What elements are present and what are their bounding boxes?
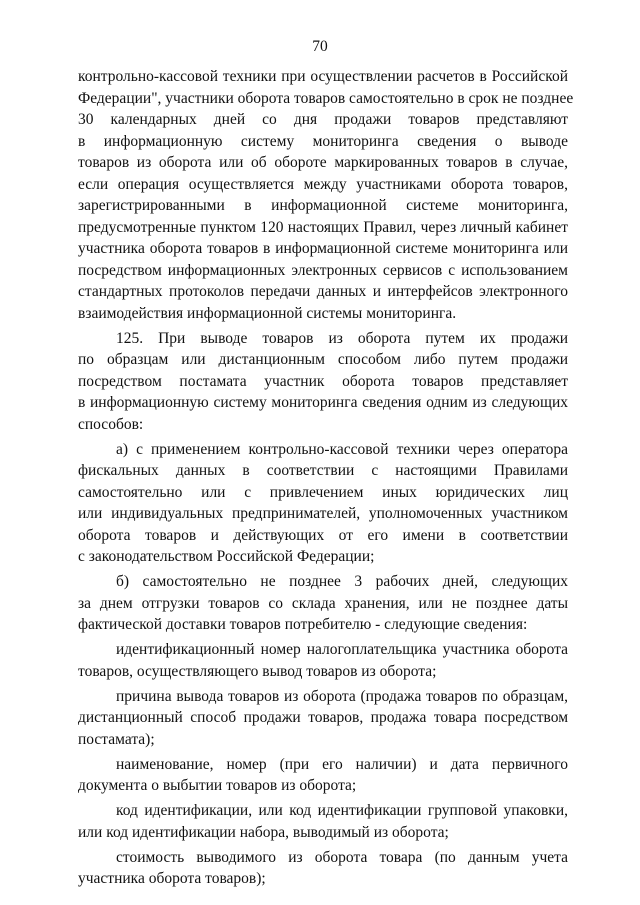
text-line: фискальных данных в соответствии с настоящими Правилами — [78, 462, 568, 479]
text-line: по образцам или дистанционным способом либо путем продажи — [78, 351, 568, 368]
text-line: б) самостоятельно не позднее 3 рабочих дней, следующих — [116, 573, 568, 590]
text-line: способов: — [78, 415, 144, 433]
text-line: зарегистрированными в информационной системе мониторинга, — [78, 197, 568, 214]
text-line: участника оборота товаров); — [78, 870, 266, 887]
text-line: фактической доставки товаров потребителю - следующие сведения: — [78, 616, 528, 633]
text-line: идентификационный номер налогоплательщика участника оборота — [116, 641, 568, 658]
text-line: за днем отгрузки товаров со склада хранения, или не позднее даты — [78, 594, 568, 612]
text-line: если операция осуществляется между участниками оборота товаров, — [78, 175, 568, 193]
text-line: 30 календарных дней со дня продажи товаров представляют — [78, 111, 568, 128]
text-line: с законодательством Российской Федерации; — [78, 548, 375, 565]
text-line: код идентификации, или код идентификации групповой упаковки, — [116, 802, 568, 819]
text-line: посредством информационных электронных сервисов с использованием — [78, 261, 568, 279]
text-line: предусмотренные пунктом 120 настоящих Правил, через личный кабинет — [78, 218, 568, 236]
text-line: товаров, осуществляющего вывод товаров из оборота; — [78, 662, 437, 680]
text-line: или индивидуальных предпринимателей, уполномоченных участником — [78, 505, 568, 522]
text-line: Федерации", участники оборота товаров самостоятельно в срок не позднее — [78, 89, 574, 107]
text-line: дистанционный способ продажи товаров, продажа товара посредством — [78, 709, 568, 726]
text-line: самостоятельно или с привлечением иных юридических лиц — [78, 483, 568, 501]
text-line: контрольно-кассовой техники при осуществлении расчетов в Российской — [78, 68, 568, 85]
text-line: взаимодействия информационной системы мониторинга. — [78, 304, 457, 322]
text-line: а) с применением контрольно-кассовой техники через оператора — [116, 440, 568, 458]
text-line: или код идентификации набора, выводимый из оборота; — [78, 823, 449, 841]
text-line: 125. При выводе товаров из оборота путем их продажи — [116, 329, 568, 347]
text-line: товаров из оборота или об обороте маркированных товаров в случае, — [78, 154, 568, 171]
text-line: постамата); — [78, 730, 155, 748]
text-line: в информационную систему мониторинга сведения о выводе — [78, 132, 568, 150]
text-line: стандартных протоколов передачи данных и интерфейсов электронного — [78, 283, 568, 300]
document-body-text — [78, 66, 574, 890]
text-line: документа о выбытии товаров из оборота; — [78, 777, 357, 794]
text-line: участника оборота товаров в информационной системе мониторинга или — [78, 240, 568, 257]
text-line: стоимость выводимого из оборота товара (по данным учета — [116, 848, 568, 866]
text-line: посредством постамата участник оборота товаров представляет — [78, 372, 568, 390]
page-number: 70 — [312, 38, 328, 55]
text-line: причина вывода товаров из оборота (продажа товаров по образцам, — [116, 687, 568, 705]
text-line: оборота товаров и действующих от его имени в соответствии — [78, 526, 568, 544]
text-line: в информационную систему мониторинга сведения одним из следующих — [78, 394, 568, 411]
text-line: наименование, номер (при его наличии) и дата первичного — [116, 755, 568, 773]
